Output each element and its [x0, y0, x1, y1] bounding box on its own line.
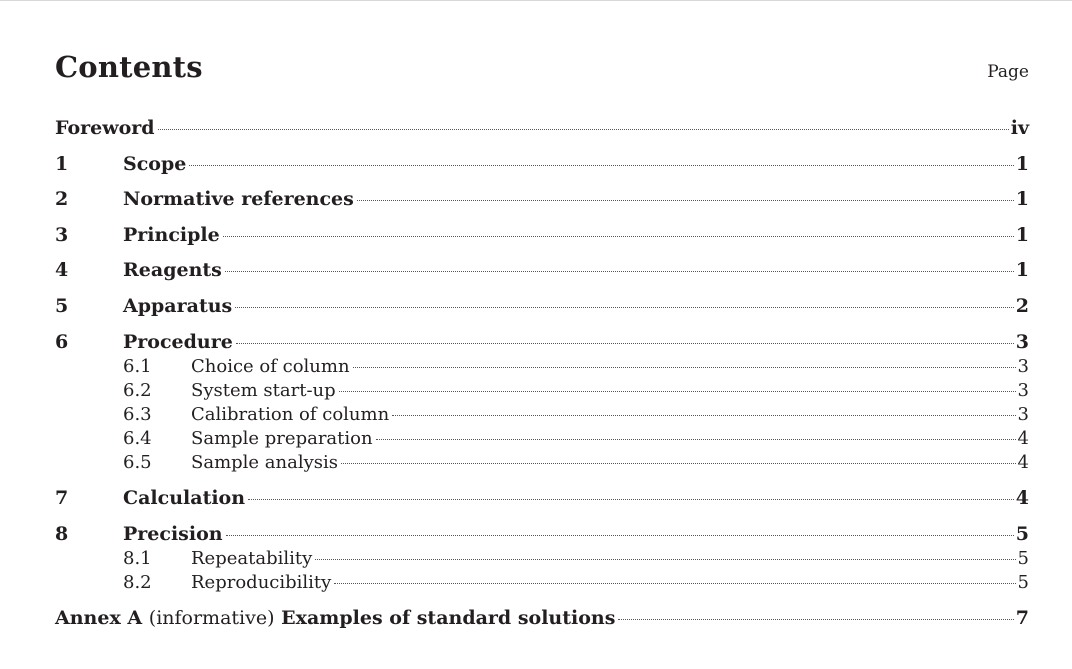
toc-entry-label: System start-up: [191, 380, 336, 401]
dot-leader: [189, 165, 1013, 166]
toc-entry-4[interactable]: [55, 259, 1029, 281]
dot-leader: [225, 271, 1014, 272]
annex-prefix: Annex A: [55, 607, 143, 629]
toc-entry-page: 1: [1015, 259, 1029, 281]
toc-entry-label: Repeatability: [191, 548, 313, 569]
toc-entry-page: 4: [1015, 487, 1029, 509]
toc-entry-page: 5: [1015, 523, 1029, 545]
toc-entry-label: Sample preparation: [191, 428, 373, 449]
section-number: 2: [55, 188, 69, 210]
toc-entry-page: 2: [1015, 295, 1029, 317]
toc-entry-label: Precision: [123, 523, 223, 545]
toc-entry-page: 3: [1017, 380, 1029, 401]
toc-entry-3[interactable]: [55, 224, 1029, 246]
toc-entry-7[interactable]: [55, 487, 1029, 509]
toc-entry-8[interactable]: [55, 523, 1029, 545]
dot-leader: [353, 367, 1016, 368]
dot-leader: [357, 200, 1014, 201]
dot-leader: [248, 499, 1014, 500]
subsection-number: 6.3: [123, 404, 152, 425]
toc-entry-page: 7: [1015, 607, 1029, 629]
toc-entry-label: Sample analysis: [191, 452, 338, 473]
top-border: [0, 0, 1072, 1]
dot-leader: [339, 391, 1016, 392]
toc-entry-6-3[interactable]: [55, 404, 1029, 425]
toc-entry-label: Reagents: [123, 259, 222, 281]
dot-leader: [236, 343, 1014, 344]
dot-leader: [341, 463, 1016, 464]
toc-entry-page: 1: [1015, 188, 1029, 210]
dot-leader: [158, 129, 1009, 130]
toc-entry-6-4[interactable]: [55, 428, 1029, 449]
toc-entry-6-5[interactable]: [55, 452, 1029, 473]
toc-entry-6[interactable]: [55, 331, 1029, 353]
section-number: 7: [55, 487, 69, 509]
subsection-number: 6.1: [123, 356, 152, 377]
toc-entry-label: Principle: [123, 224, 220, 246]
subsection-number: 6.4: [123, 428, 152, 449]
section-number: 6: [55, 331, 69, 353]
toc-entry-label: [55, 607, 615, 629]
dot-leader: [235, 307, 1014, 308]
dot-leader: [226, 535, 1014, 536]
section-number: 3: [55, 224, 69, 246]
toc-entry-page: iv: [1010, 117, 1029, 139]
section-number: 5: [55, 295, 69, 317]
toc-entry-page: 4: [1017, 452, 1029, 473]
toc-entry-label: Apparatus: [123, 295, 233, 317]
toc-entry-page: 1: [1015, 224, 1029, 246]
dot-leader: [223, 236, 1014, 237]
toc-entry-page: 5: [1017, 572, 1029, 593]
toc-entry-annex-a[interactable]: [55, 607, 1029, 629]
toc-entry-label: Calibration of column: [191, 404, 390, 425]
section-number: 4: [55, 259, 69, 281]
subsection-number: 8.1: [123, 548, 152, 569]
toc-entry-8-1[interactable]: [55, 548, 1029, 569]
section-number: 8: [55, 523, 69, 545]
toc-entry-2[interactable]: [55, 188, 1029, 210]
subsection-number: 6.2: [123, 380, 152, 401]
toc-entry-page: 5: [1017, 548, 1029, 569]
toc-entry-label: Normative references: [123, 188, 354, 210]
page-title: Contents: [55, 50, 203, 84]
subsection-number: 8.2: [123, 572, 152, 593]
toc-entry-label: Reproducibility: [191, 572, 332, 593]
toc-entry-6-1[interactable]: [55, 356, 1029, 377]
subsection-number: 6.5: [123, 452, 152, 473]
toc-entry-5[interactable]: [55, 295, 1029, 317]
annex-title: Examples of standard solutions: [281, 607, 616, 629]
toc-entry-label: Calculation: [123, 487, 246, 509]
toc-entry-label: Procedure: [123, 331, 233, 353]
dot-leader: [376, 439, 1016, 440]
page-column-label: Page: [987, 62, 1029, 82]
toc-entry-8-2[interactable]: [55, 572, 1029, 593]
toc-entry-6-2[interactable]: [55, 380, 1029, 401]
dot-leader: [392, 415, 1015, 416]
toc-entry-foreword[interactable]: [55, 117, 1029, 139]
toc-entry-label: Foreword: [55, 117, 155, 139]
toc-entry-label: Choice of column: [191, 356, 350, 377]
toc-entry-page: 3: [1015, 331, 1029, 353]
toc-entry-1[interactable]: [55, 153, 1029, 175]
toc-entry-page: 3: [1017, 404, 1029, 425]
toc-entry-page: 4: [1017, 428, 1029, 449]
toc-entry-page: 1: [1015, 153, 1029, 175]
dot-leader: [334, 583, 1015, 584]
toc-entry-label: Scope: [123, 153, 187, 175]
section-number: 1: [55, 153, 69, 175]
toc-entry-page: 3: [1017, 356, 1029, 377]
annex-note: (informative): [148, 607, 275, 629]
dot-leader: [618, 619, 1013, 620]
dot-leader: [315, 559, 1015, 560]
